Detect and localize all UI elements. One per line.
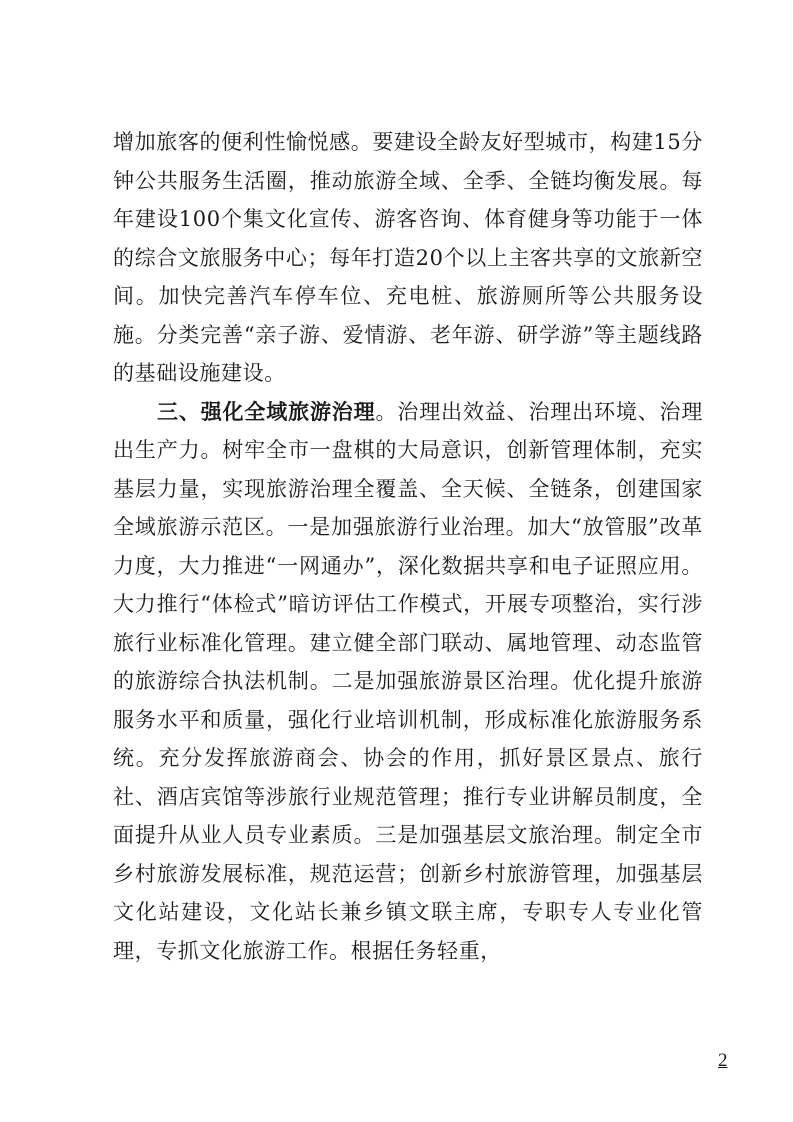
paragraph-continuation: 增加旅客的便利性愉悦感。要建设全龄友好型城市，构建15分钟公共服务生活圈，推动旅游全域、全季、全链均衡发展。每年建设100个集文化宣传、游客咨询、体育健身等功能于一体的综合文旅服务中心；每年打造20个以上主客共享的文旅新空间。加快完善汽车停车位、充电桩、旅游厕所等公共服务设施。分类完善“亲子游、爱情游、老年游、研学游”等主题线路的基础设施建设。 bbox=[113, 130, 703, 385]
body-text bbox=[113, 123, 703, 970]
page-number: 2 bbox=[718, 1050, 728, 1071]
section-heading: 三、强化全域旅游治理 bbox=[157, 399, 376, 424]
paragraph-section-three bbox=[113, 393, 703, 971]
section-body: 。治理出效益、治理出环境、治理出生产力。树牢全市一盘棋的大局意识，创新管理体制，充实基层力量，实现旅游治理全覆盖、全天候、全链条，创建国家全域旅游示范区。一是加强旅游行业治理。加大“放管服”改革力度，大力推进“一网通办”，深化数据共享和电子证照应用。大力推行“体检式”暗访评估工作模式，开展专项整治，实行涉旅行业标准化管理。建立健全部门联动、属地管理、动态监管的旅游综合执法机制。二是加强旅游景区治理。优化提升旅游服务水平和质量，强化行业培训机制，形成标准化旅游服务系统。充分发挥旅游商会、协会的作用，抓好景区景点、旅行社、酒店宾馆等涉旅行业规范管理；推行专业讲解员制度，全面提升从业人员专业素质。三是加强基层文旅治理。制定全市乡村旅游发展标准，规范运营；创新乡村旅游管理，加强基层文化站建设，文化站长兼乡镇文联主席，专职专人专业化管理，专抓文化旅游工作。根据任务轻重， bbox=[113, 399, 703, 963]
